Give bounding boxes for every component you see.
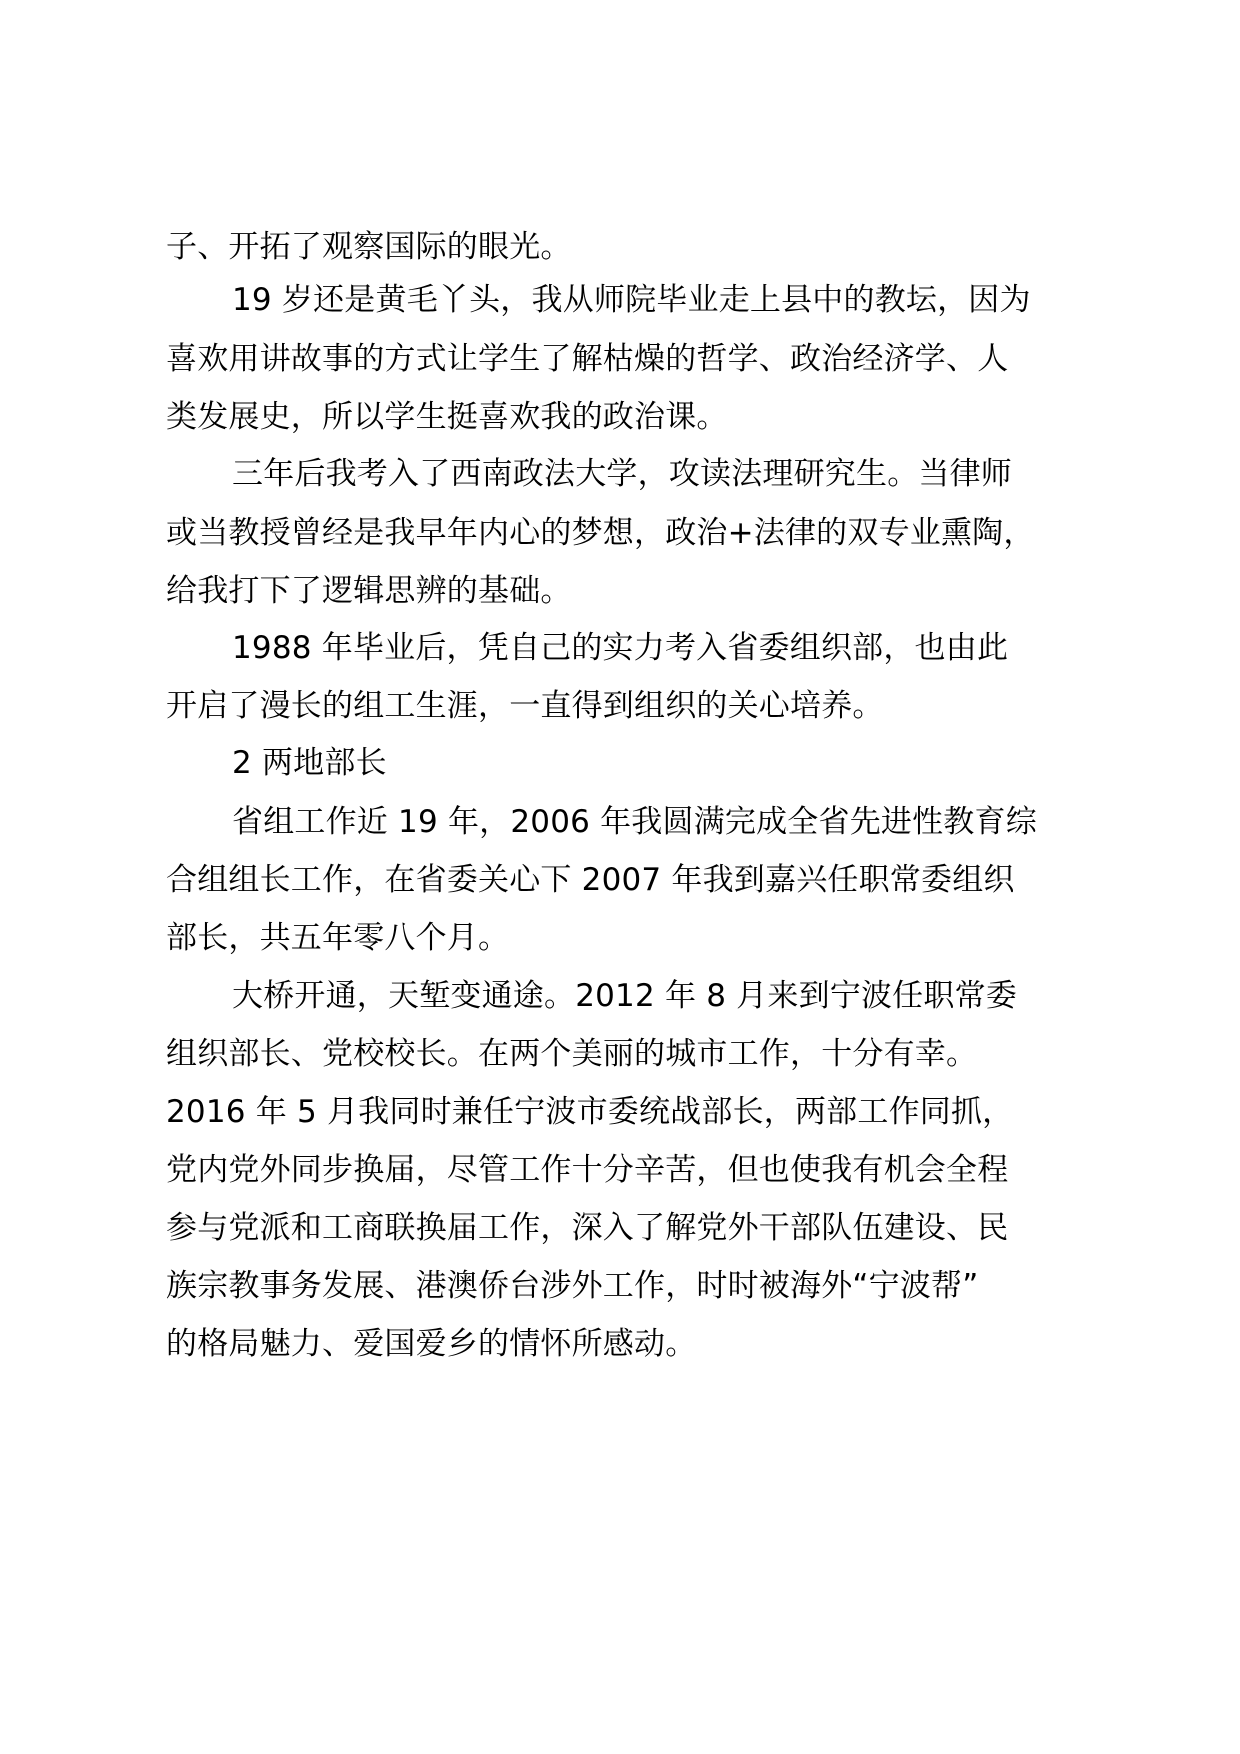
- text-line: 开启了漫长的组工生涯，一直得到组织的关心培养。: [166, 688, 884, 724]
- text-line: 19 岁还是黄毛丫头，我从师院毕业走上县中的教坛，因为: [232, 282, 1031, 318]
- text-line: 喜欢用讲故事的方式让学生了解枯燥的哲学、政治经济学、人: [166, 341, 1009, 377]
- text-line: 类发展史，所以学生挺喜欢我的政治课。: [166, 399, 728, 435]
- section-heading: 2 两地部长: [232, 745, 387, 781]
- text-line: 族宗教事务发展、港澳侨台涉外工作，时时被海外“宁波帮”: [166, 1268, 979, 1304]
- text-line: 合组组长工作，在省委关心下 2007 年我到嘉兴任职常委组织: [166, 862, 1015, 898]
- text-line: 或当教授曾经是我早年内心的梦想，政治+法律的双专业熏陶，: [166, 515, 1035, 551]
- text-line: 1988 年毕业后，凭自己的实力考入省委组织部，也由此: [232, 630, 1009, 666]
- text-line: 2016 年 5 月我同时兼任宁波市委统战部长，两部工作同抓，: [166, 1094, 1014, 1130]
- text-line: 组织部长、党校校长。在两个美丽的城市工作，十分有幸。: [166, 1036, 978, 1072]
- text-line: 的格局魅力、爱国爱乡的情怀所感动。: [166, 1326, 697, 1362]
- text-line: 三年后我考入了西南政法大学，攻读法理研究生。当律师: [232, 456, 1012, 492]
- text-line: 子、开拓了观察国际的眼光。: [166, 229, 572, 265]
- text-line: 给我打下了逻辑思辨的基础。: [166, 573, 572, 609]
- text-line: 部长，共五年零八个月。: [166, 920, 510, 956]
- text-line: 省组工作近 19 年，2006 年我圆满完成全省先进性教育综: [232, 804, 1037, 840]
- text-line: 参与党派和工商联换届工作，深入了解党外干部队伍建设、民: [166, 1210, 1009, 1246]
- text-line: 大桥开通，天堑变通途。2012 年 8 月来到宁波任职常委: [232, 978, 1017, 1014]
- text-line: 党内党外同步换届，尽管工作十分辛苦，但也使我有机会全程: [166, 1152, 1009, 1188]
